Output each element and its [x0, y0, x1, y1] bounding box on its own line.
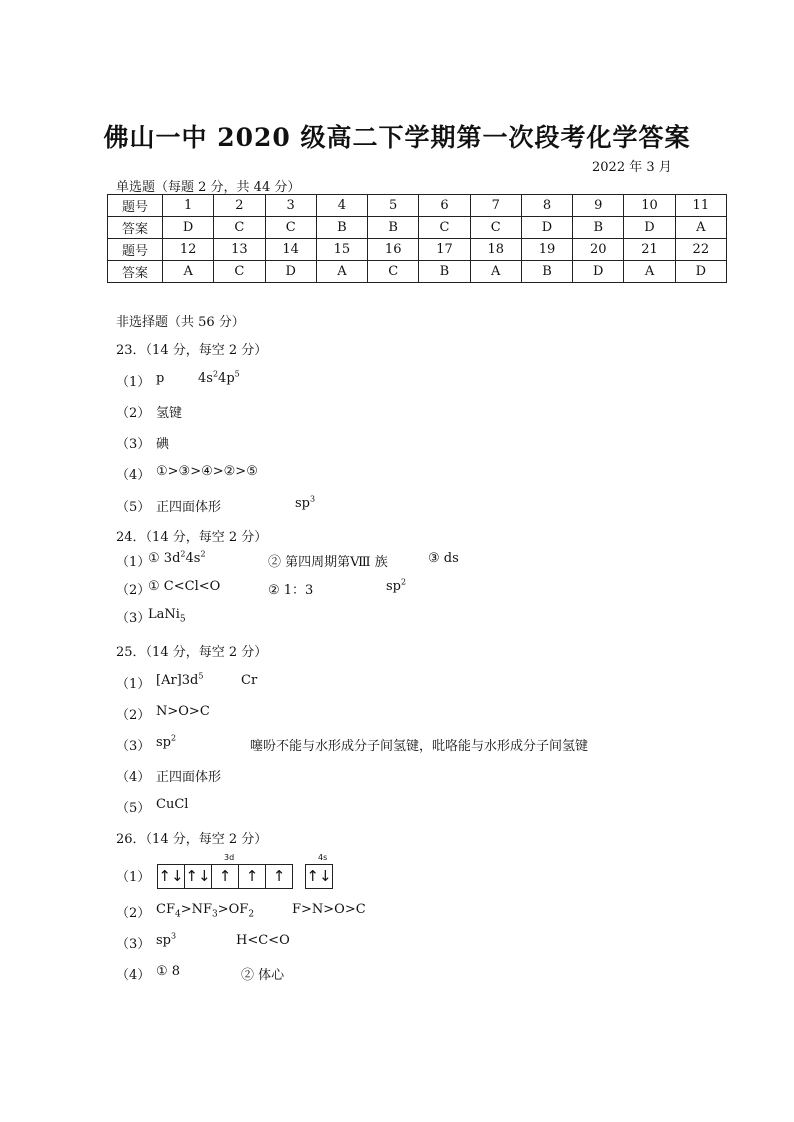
q23-5-a: 正四面体形 — [156, 500, 222, 515]
table-cell: 2 — [214, 195, 265, 217]
orbital-box: ↑ — [238, 864, 266, 889]
q24-2-a: ① C<Cl<O — [148, 579, 221, 594]
table-row-numbers-1 — [108, 195, 727, 217]
answer-label: （3） — [116, 739, 151, 754]
table-cell: D — [675, 261, 726, 283]
table-cell: A — [163, 261, 214, 283]
q23-answer-1 — [116, 371, 150, 390]
q24-answer-3 — [116, 607, 150, 626]
mcq-heading: 单选题（每题 2 分，共 44 分） — [116, 180, 301, 195]
table-cell: C — [419, 217, 470, 239]
q24-heading: 24．（14 分，每空 2 分） — [116, 530, 268, 545]
superscript: 3 — [171, 931, 177, 941]
q25-3-b: 噻吩不能与水形成分子间氢键，吡咯能与水形成分子间氢键 — [250, 739, 589, 754]
table-cell: 18 — [470, 239, 521, 261]
q24-2-c — [386, 579, 406, 594]
table-row-numbers-2 — [108, 239, 727, 261]
q26-2-b: F>N>O>C — [292, 902, 366, 917]
row-label: 答案 — [108, 217, 163, 239]
q24-answer-1 — [116, 551, 150, 570]
table-cell: D — [265, 261, 316, 283]
q25-heading: 25．（14 分，每空 2 分） — [116, 645, 268, 660]
q25-5-a: CuCl — [156, 797, 189, 812]
q25-4-a: 正四面体形 — [156, 770, 222, 785]
q23-3-a: 碘 — [156, 437, 170, 452]
table-cell: 15 — [316, 239, 367, 261]
text: sp — [295, 496, 310, 511]
table-cell: A — [470, 261, 521, 283]
text: CF — [156, 902, 175, 917]
answer-label: （4） — [116, 770, 151, 785]
q25-3-a — [156, 735, 176, 750]
table-cell: D — [624, 217, 675, 239]
row-label: 题号 — [108, 195, 163, 217]
table-cell: 11 — [675, 195, 726, 217]
text: >OF — [217, 902, 249, 917]
subscript: 5 — [179, 614, 186, 625]
table-cell: C — [368, 261, 419, 283]
answer-label: （2） — [116, 708, 151, 723]
q23-answer-5 — [116, 496, 150, 515]
table-cell: 22 — [675, 239, 726, 261]
answer-label: （3） — [116, 937, 151, 952]
table-cell: A — [675, 217, 726, 239]
answer-label: （2） — [116, 406, 151, 421]
table-cell: C — [214, 261, 265, 283]
q26-2-a — [156, 902, 255, 920]
table-cell: 21 — [624, 239, 675, 261]
table-cell: C — [265, 217, 316, 239]
orbital-label-3d: 3d — [224, 853, 235, 862]
superscript: 5 — [234, 369, 240, 379]
q24-2-b: ② 1：3 — [268, 583, 314, 598]
answer-label: （1） — [116, 375, 151, 390]
table-cell: B — [521, 261, 572, 283]
table-cell: 14 — [265, 239, 316, 261]
text: sp — [386, 579, 401, 594]
answer-label: （1） — [116, 677, 151, 692]
answer-label: （2） — [116, 583, 151, 598]
q23-2-a: 氢键 — [156, 406, 183, 421]
orbital-box: ↑ — [211, 864, 239, 889]
table-cell: 5 — [368, 195, 419, 217]
superscript: 2 — [180, 549, 186, 559]
answer-label: （4） — [116, 968, 151, 983]
orbital-box: ↑↓ — [157, 864, 185, 889]
table-cell: A — [624, 261, 675, 283]
q26-heading: 26．（14 分，每空 2 分） — [116, 832, 268, 847]
q24-answer-2 — [116, 579, 150, 598]
text: 4s — [198, 371, 213, 386]
q26-answer-3 — [116, 933, 150, 952]
text: [Ar]3d — [156, 673, 199, 688]
q23-answer-2 — [116, 402, 150, 421]
superscript: 2 — [212, 369, 219, 379]
table-cell: B — [368, 217, 419, 239]
answer-label: （2） — [116, 906, 151, 921]
answer-label: （1） — [116, 555, 151, 570]
table-cell: 16 — [368, 239, 419, 261]
table-cell: C — [470, 217, 521, 239]
page-title: 佛山一中 2020 级高二下学期第一次段考化学答案 — [103, 123, 691, 152]
table-cell: B — [419, 261, 470, 283]
q26-answer-4 — [116, 964, 150, 983]
subscript: 3 — [212, 909, 218, 920]
answer-label: （5） — [116, 500, 151, 515]
q26-answer-2 — [116, 902, 150, 921]
table-cell: D — [163, 217, 214, 239]
q24-1-b: ② 第四周期第Ⅷ 族 — [268, 555, 388, 570]
q26-4-b: ② 体心 — [241, 968, 285, 983]
text: 4s — [185, 551, 201, 566]
text: ① — [148, 551, 160, 566]
q25-answer-2 — [116, 704, 150, 723]
text: LaNi — [148, 607, 180, 622]
q25-1-a — [156, 673, 203, 688]
q24-3-a — [148, 607, 186, 625]
table-cell: 10 — [624, 195, 675, 217]
text: sp — [156, 735, 171, 750]
superscript: 2 — [171, 733, 177, 743]
subscript: 4 — [174, 909, 181, 920]
table-cell: 19 — [521, 239, 572, 261]
answer-label: （1） — [116, 870, 151, 885]
table-cell: D — [521, 217, 572, 239]
q26-3-a — [156, 933, 176, 948]
q26-3-b: H<C<O — [236, 933, 290, 948]
answer-label: （3） — [116, 437, 151, 452]
answer-label: （4） — [116, 468, 151, 483]
q24-1-c: ③ ds — [428, 551, 459, 566]
q25-answer-5 — [116, 797, 150, 816]
q26-4-a: ① 8 — [156, 964, 181, 979]
q23-answer-4 — [116, 464, 150, 483]
table-cell: C — [214, 217, 265, 239]
q23-1-b — [198, 371, 240, 386]
orbital-box: ↑↓ — [184, 864, 212, 889]
table-cell: 4 — [316, 195, 367, 217]
q25-1-b: Cr — [241, 673, 258, 688]
q23-heading: 23．（14 分，每空 2 分） — [116, 343, 268, 358]
subscript: 2 — [248, 909, 255, 920]
mcq-answer-table — [107, 194, 727, 283]
superscript: 5 — [198, 671, 204, 681]
answer-label: （3） — [116, 611, 151, 626]
superscript: 2 — [401, 577, 407, 587]
q23-5-b — [295, 496, 315, 511]
superscript: 2 — [200, 549, 206, 559]
table-row-answers-2 — [108, 261, 727, 283]
table-cell: 1 — [163, 195, 214, 217]
table-cell: 20 — [573, 239, 624, 261]
text: 4p — [218, 371, 235, 386]
row-label: 题号 — [108, 239, 163, 261]
table-cell: 8 — [521, 195, 572, 217]
q26-answer-1 — [116, 866, 150, 885]
answer-label: （5） — [116, 801, 151, 816]
superscript: 3 — [310, 494, 316, 504]
table-cell: B — [573, 217, 624, 239]
q23-4-a: ①>③>④>②>⑤ — [156, 464, 258, 479]
q25-answer-4 — [116, 766, 150, 785]
text: >NF — [180, 902, 212, 917]
q23-1-a: p — [156, 371, 165, 386]
text: sp — [156, 933, 171, 948]
table-cell: 3 — [265, 195, 316, 217]
table-cell: D — [573, 261, 624, 283]
orbital-box: ↑ — [265, 864, 293, 889]
table-cell: 6 — [419, 195, 470, 217]
table-cell: 13 — [214, 239, 265, 261]
q24-1-a — [148, 551, 206, 566]
table-cell: A — [316, 261, 367, 283]
orbital-label-4s: 4s — [318, 853, 328, 862]
row-label: 答案 — [108, 261, 163, 283]
table-cell: 9 — [573, 195, 624, 217]
q25-answer-1 — [116, 673, 150, 692]
nonmcq-heading: 非选择题（共 56 分） — [116, 315, 245, 330]
q25-2-a: N>O>C — [156, 704, 210, 719]
q23-answer-3 — [116, 433, 150, 452]
table-cell: 17 — [419, 239, 470, 261]
orbital-box: ↑↓ — [305, 864, 333, 889]
exam-date: 2022 年 3 月 — [592, 160, 672, 175]
text: 3d — [163, 551, 181, 566]
table-cell: 12 — [163, 239, 214, 261]
table-row-answers-1 — [108, 217, 727, 239]
q25-answer-3 — [116, 735, 150, 754]
table-cell: B — [316, 217, 367, 239]
table-cell: 7 — [470, 195, 521, 217]
